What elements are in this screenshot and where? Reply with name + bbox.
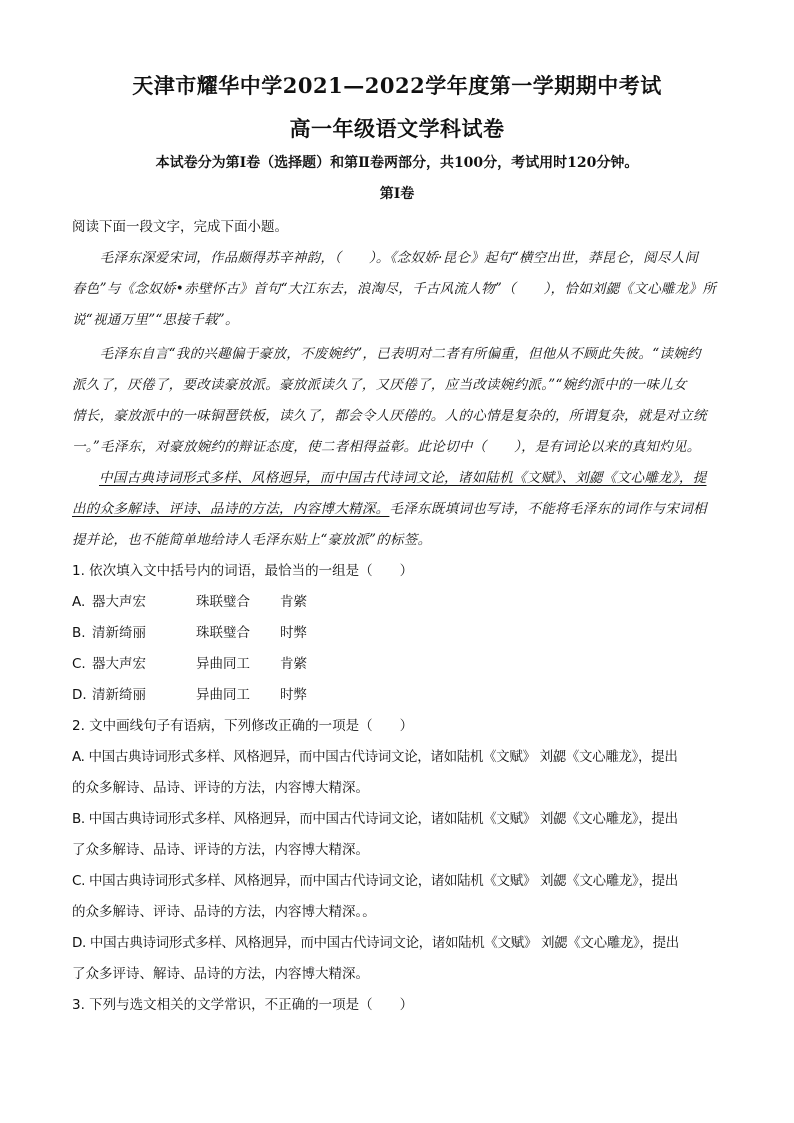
passage-p2-line2: 派久了，厌倦了，要改读豪放派。豪放派读久了，又厌倦了，应当改读婉约派。”“婉约派中的一味儿女 bbox=[72, 377, 687, 393]
question-1-stem: 1. 依次填入文中括号内的词语，最恰当的一组是（ ） bbox=[72, 563, 414, 579]
passage-p3-rest1: 毛泽东既填词也写诗，不能将毛泽东的词作与宋词相 bbox=[389, 501, 707, 517]
passage-p3-line1 bbox=[72, 466, 722, 486]
q2-option-c-line1[interactable]: C. 中国古典诗词形式多样、风格迥异，而中国古代诗词文论，诸如陆机《文赋》 刘勰《文心雕龙》，提出 bbox=[72, 873, 678, 889]
question-3-stem: 3. 下列与选文相关的文学常识，不正确的一项是（ ） bbox=[72, 997, 414, 1013]
underlined-sentence-part1: 中国古典诗词形式多样、风格迥异，而中国古代诗词文论，诸如陆机《文赋》、刘勰《文心雕龙》，提 bbox=[99, 470, 707, 486]
q2-option-d-line2: 了众多评诗、解诗、品诗的方法，内容博大精深。 bbox=[72, 966, 369, 982]
exam-subtitle: 高一年级语文学科试卷 bbox=[289, 116, 505, 141]
q2-option-d-line1[interactable]: D. 中国古典诗词形式多样、风格迥异，而中国古代诗词文论，诸如陆机《文赋》 刘勰《文心雕龙》，提出 bbox=[72, 935, 679, 951]
q2-option-b-line2: 了众多解诗、品诗、评诗的方法，内容博大精深。 bbox=[72, 842, 369, 858]
q2-option-a-line1[interactable]: A. 中国古典诗词形式多样、风格迥异，而中国古代诗词文论，诸如陆机《文赋》 刘勰《文心雕龙》，提出 bbox=[72, 749, 678, 765]
passage-p3-line2 bbox=[72, 497, 722, 517]
q1-option-c[interactable]: C. 器大声宏 异曲同工 肯綮 bbox=[72, 656, 307, 672]
q1-option-a[interactable]: A. 器大声宏 珠联璧合 肯綮 bbox=[72, 594, 307, 610]
passage-p2-line1: 毛泽东自言“我的兴趣偏于豪放，不废婉约”，已表明对二者有所偏重，但他从不顾此失彼。“读婉约 bbox=[72, 346, 701, 362]
passage-p1-line1: 毛泽东深爱宋词，作品颇得苏辛神韵，（ ）。《念奴娇·昆仑》起句“横空出世，莽昆仑，阅尽人间 bbox=[72, 250, 699, 266]
q1-option-d[interactable]: D. 清新绮丽 异曲同工 时弊 bbox=[72, 687, 307, 703]
passage-p3-line3: 提并论，也不能简单地给诗人毛泽东贴上“豪放派”的标签。 bbox=[72, 532, 432, 548]
reading-intro: 阅读下面一段文字，完成下面小题。 bbox=[72, 219, 288, 235]
passage-p1-line2: 春色”与《念奴娇•赤壁怀古》首句“大江东去，浪淘尽，千古风流人物”（ ），恰如刘勰《文心雕龙》所 bbox=[72, 281, 717, 297]
q2-option-c-line2: 的众多解诗、评诗、品诗的方法，内容博大精深。。 bbox=[72, 904, 376, 920]
passage-p2-line3: 情长，豪放派中的一味铜琶铁板，读久了，都会令人厌倦的。人的心情是复杂的，所谓复杂，就是对立统 bbox=[72, 408, 707, 424]
passage-p1-line3: 说“视通万里”“思接千载”。 bbox=[72, 312, 239, 328]
passage-p2-line4: 一。”毛泽东，对豪放婉约的辩证态度，使二者相得益彰。此论切中（ ），是有词论以来的真知灼见。 bbox=[72, 439, 701, 455]
exam-instructions: 本试卷分为第Ⅰ卷（选择题）和第Ⅱ卷两部分，共100分，考试用时120分钟。 bbox=[155, 155, 639, 171]
underlined-sentence-part2: 出的众多解诗、评诗、品诗的方法，内容博大精深。 bbox=[72, 501, 390, 517]
q2-option-b-line1[interactable]: B. 中国古典诗词形式多样、风格迥异，而中国古代诗词文论，诸如陆机《文赋》 刘勰《文心雕龙》，提出 bbox=[72, 811, 678, 827]
volume-heading: 第Ⅰ卷 bbox=[379, 186, 415, 202]
question-2-stem: 2. 文中画线句子有语病，下列修改正确的一项是（ ） bbox=[72, 718, 414, 734]
q2-option-a-line2: 的众多解诗、品诗、评诗的方法，内容博大精深。 bbox=[72, 780, 369, 796]
q1-option-b[interactable]: B. 清新绮丽 珠联璧合 时弊 bbox=[72, 625, 307, 641]
exam-title: 天津市耀华中学2021—2022学年度第一学期期中考试 bbox=[132, 73, 662, 98]
